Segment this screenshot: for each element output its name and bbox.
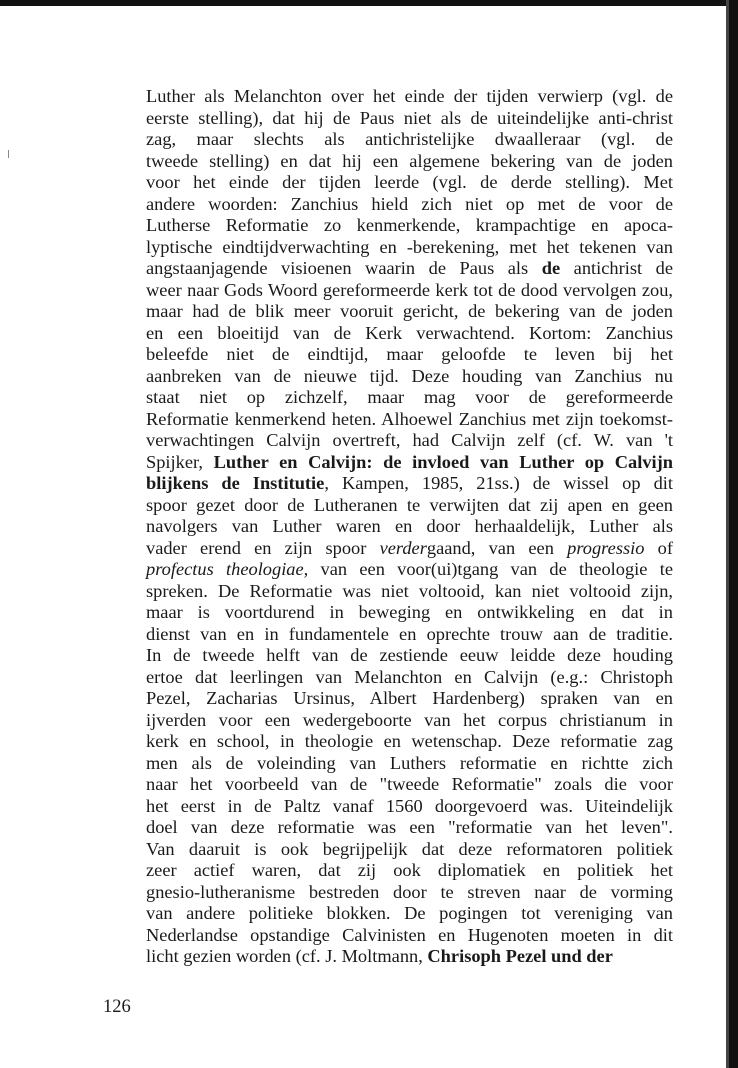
text-line xyxy=(146,946,673,968)
text-segment: Chrisoph Pezel und der xyxy=(427,946,613,966)
text-line xyxy=(146,301,673,323)
text-line xyxy=(146,645,673,667)
text-segment: ertoe dat leerlingen van Melanchton en Calvijn (e.g.: Christoph xyxy=(146,666,673,687)
text-line xyxy=(146,258,673,280)
text-segment: dienst van en in fundamentele en oprechte trouw aan de traditie. xyxy=(146,623,673,644)
text-line xyxy=(146,602,673,624)
scan-border-right xyxy=(729,0,738,1068)
text-line xyxy=(146,581,673,603)
text-segment: Reformatie kenmerkend heten. Alhoewel Zanchius met zijn toekomst- xyxy=(146,408,673,429)
body-text xyxy=(146,86,673,968)
text-segment: het eerst in de Paltz vanaf 1560 doorgevoerd was. Uiteindelijk xyxy=(146,795,673,816)
text-segment: zeer actief waren, dat zij ook diplomatiek en politiek het xyxy=(146,860,673,880)
text-segment: ijverden voor een wedergeboorte van het corpus christianum in xyxy=(146,709,673,730)
text-segment: Van daaruit is ook begrijpelijk dat deze reformatoren politiek xyxy=(146,838,673,859)
text-line xyxy=(146,559,673,581)
text-line xyxy=(146,151,673,173)
text-segment: staat niet op zichzelf, maar mag voor de gereformeerde xyxy=(146,387,673,407)
text-line xyxy=(146,430,673,452)
text-line xyxy=(146,129,673,151)
text-segment: en een bloeitijd van de Kerk verwachtend. Kortom: Zanchius xyxy=(146,322,673,343)
text-segment: van een voor(ui)tgang van de theologie te xyxy=(308,559,673,579)
text-line xyxy=(146,280,673,302)
text-segment: voor het einde der tijden leerde (vgl. de derde stelling). Met xyxy=(146,172,673,192)
text-line xyxy=(146,774,673,796)
text-segment: weer naar Gods Woord gereformeerde kerk tot de dood vervolgen zou, xyxy=(146,279,673,300)
text-segment: In de tweede helft van de zestiende eeuw leidde deze houding xyxy=(146,645,673,665)
text-segment: beleefde niet de eindtijd, maar geloofde te leven bij het xyxy=(146,344,673,364)
text-line xyxy=(146,452,673,474)
text-line xyxy=(146,753,673,775)
text-segment: Pezel, Zacharias Ursinus, Albert Hardenberg) spraken van en xyxy=(146,688,673,708)
text-line xyxy=(146,817,673,839)
text-line xyxy=(146,731,673,753)
text-segment: maar had de blik meer vooruit gericht, de bekering van de joden xyxy=(146,301,673,321)
text-segment: eerste stelling), dat hij de Paus niet als de uiteindelijke anti-christ xyxy=(146,107,673,128)
text-segment: licht gezien worden (cf. J. Moltmann, xyxy=(146,946,428,966)
text-line xyxy=(146,495,673,517)
text-segment: de xyxy=(541,258,561,278)
text-line xyxy=(146,172,673,194)
text-segment: profectus theologiae, xyxy=(146,559,309,579)
text-segment: andere woorden: Zanchius hield zich niet op met de voor de xyxy=(146,193,673,214)
text-line xyxy=(146,108,673,130)
text-line xyxy=(146,86,673,108)
text-segment: spreken. De Reformatie was niet voltooid, kan niet voltooid zijn, xyxy=(146,580,673,601)
text-segment: of xyxy=(644,537,673,558)
text-segment: Lutherse Reformatie zo kenmerkende, krampachtige en apoca- xyxy=(146,215,673,235)
text-line xyxy=(146,925,673,947)
text-segment: Nederlandse opstandige Calvinisten en Hugenoten moeten in dit xyxy=(146,924,673,945)
text-line xyxy=(146,344,673,366)
text-line xyxy=(146,194,673,216)
text-segment: antichrist de xyxy=(560,258,673,278)
text-segment: gaand, van een xyxy=(426,537,568,558)
text-line xyxy=(146,473,673,495)
text-segment: , Kampen, 1985, 21ss.) de wissel op dit xyxy=(324,473,673,493)
page-number: 126 xyxy=(103,997,131,1017)
text-line xyxy=(146,860,673,882)
text-line xyxy=(146,882,673,904)
text-line xyxy=(146,796,673,818)
text-segment: aanbreken van de nieuwe tijd. Deze houding van Zanchius nu xyxy=(146,365,673,386)
text-segment: vader erend en zijn spoor xyxy=(146,537,380,558)
text-line xyxy=(146,215,673,237)
text-line xyxy=(146,710,673,732)
text-segment: Luther en Calvijn: de invloed van Luther op Calvijn xyxy=(213,451,673,472)
text-segment: kerk en school, in theologie en wetenschap. Deze reformatie zag xyxy=(146,731,673,751)
text-segment: verder xyxy=(379,537,427,558)
text-segment: Spijker, xyxy=(146,451,214,472)
text-segment: Luther als Melanchton over het einde der tijden verwierp (vgl. de xyxy=(146,86,673,106)
text-segment: doel van deze reformatie was een "reformatie van het leven". xyxy=(146,817,673,837)
text-line xyxy=(146,538,673,560)
scan-border-top xyxy=(0,0,738,6)
text-segment: lyptische eindtijdverwachting en -berekening, met het tekenen van xyxy=(146,236,673,257)
text-line xyxy=(146,839,673,861)
text-segment: tweede stelling) en dat hij een algemene bekering van de joden xyxy=(146,150,673,171)
text-segment: maar is voortdurend in beweging en ontwikkeling en dat in xyxy=(146,602,673,622)
margin-mark xyxy=(8,150,9,158)
text-segment: blijkens de Institutie xyxy=(146,473,325,493)
text-segment: naar het voorbeeld van de "tweede Reformatie" zoals die voor xyxy=(146,774,673,794)
text-line xyxy=(146,688,673,710)
text-segment: men als de voleinding van Luthers reformatie en richtte zich xyxy=(146,752,673,773)
text-line xyxy=(146,323,673,345)
text-segment: verwachtingen Calvijn overtreft, had Calvijn zelf (cf. W. van 't xyxy=(146,430,673,450)
text-line xyxy=(146,366,673,388)
text-line xyxy=(146,409,673,431)
text-segment: zag, maar slechts als antichristelijke dwaalleraar (vgl. de xyxy=(146,129,673,149)
text-segment: spoor gezet door de Lutheranen te verwijten dat zij apen en geen xyxy=(146,494,673,515)
text-segment: van andere politieke blokken. De pogingen tot vereniging van xyxy=(146,903,673,923)
text-line xyxy=(146,667,673,689)
text-segment: progressio xyxy=(567,537,645,558)
text-line xyxy=(146,237,673,259)
text-line xyxy=(146,903,673,925)
text-segment: angstaanjagende visioenen waarin de Paus als xyxy=(146,258,542,278)
text-segment: gnesio-lutheranisme bestreden door te streven naar de vorming xyxy=(146,881,673,902)
text-line xyxy=(146,387,673,409)
text-segment: navolgers van Luther waren en door herhaaldelijk, Luther als xyxy=(146,516,673,536)
text-line xyxy=(146,516,673,538)
text-line xyxy=(146,624,673,646)
